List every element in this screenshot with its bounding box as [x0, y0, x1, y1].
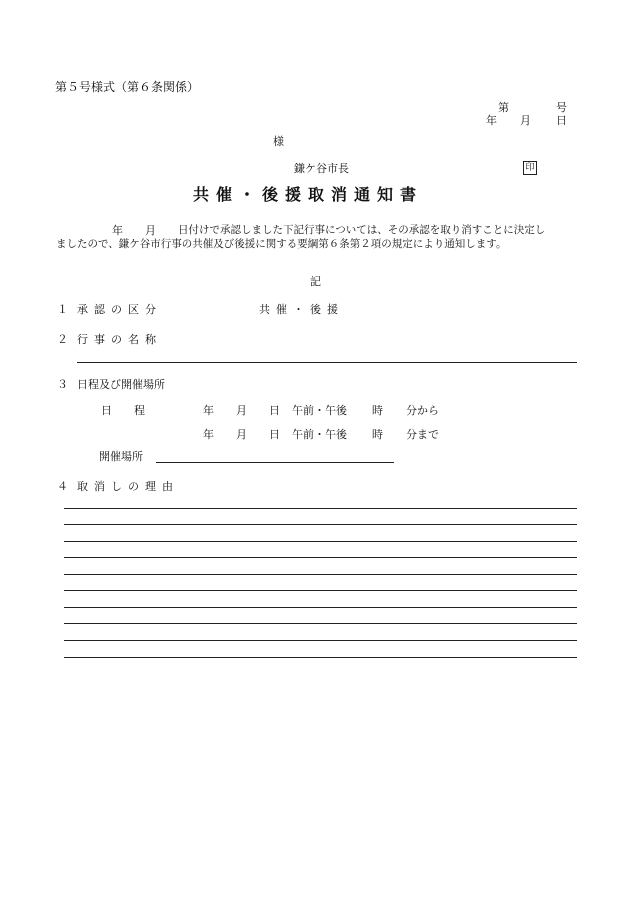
reason-line	[64, 590, 577, 591]
date-day: 日	[556, 114, 567, 127]
reason-line	[64, 508, 577, 509]
event-name-line	[77, 362, 577, 363]
reason-line	[64, 657, 577, 658]
item1-number: １	[57, 303, 68, 316]
date-year: 年	[486, 114, 497, 127]
item2-label: 行事の名称	[77, 333, 162, 346]
recipient-suffix: 様	[273, 135, 284, 148]
start-month: 月	[236, 404, 247, 417]
start-ampm: 午前・午後	[292, 404, 347, 417]
doc-number-suffix: 号	[556, 101, 567, 114]
end-ampm: 午前・午後	[292, 428, 347, 441]
document-title: 共催・後援取消通知書	[193, 185, 424, 204]
body-month: 月	[145, 224, 156, 237]
start-minute: 分から	[406, 404, 439, 417]
ki-label: 記	[310, 275, 321, 288]
start-year: 年	[203, 404, 214, 417]
start-day: 日	[269, 404, 280, 417]
venue-line	[156, 462, 394, 463]
item1-value: 共催・後援	[259, 303, 344, 316]
end-year: 年	[203, 428, 214, 441]
body-line2: ましたので、鎌ケ谷市行事の共催及び後援に関する要綱第６条第２項の規定により通知します。	[56, 238, 507, 250]
body-year: 年	[112, 224, 123, 237]
start-hour: 時	[372, 404, 383, 417]
form-number: 第５号様式（第６条関係）	[55, 80, 200, 94]
item2-number: ２	[57, 333, 68, 346]
end-month: 月	[236, 428, 247, 441]
item3-label: 日程及び開催場所	[77, 378, 165, 391]
date-month: 月	[520, 114, 531, 127]
end-hour: 時	[372, 428, 383, 441]
venue-label: 開催場所	[99, 450, 143, 463]
doc-number-prefix: 第	[498, 101, 509, 114]
reason-line	[64, 557, 577, 558]
reason-line	[64, 574, 577, 575]
reason-line	[64, 524, 577, 525]
seal-mark: 印	[523, 161, 537, 175]
sender-name: 鎌ケ谷市長	[294, 162, 349, 175]
reason-line	[64, 607, 577, 608]
schedule-sub-label: 日 程	[101, 404, 145, 417]
reason-line	[64, 623, 577, 624]
body-line1: 日付けで承認しました下記行事については、その承認を取り消すことに決定し	[178, 224, 546, 236]
item1-label: 承認の区分	[77, 303, 162, 316]
end-day: 日	[269, 428, 280, 441]
end-minute: 分まで	[406, 428, 439, 441]
reason-line	[64, 640, 577, 641]
item4-number: ４	[57, 480, 68, 493]
reason-line	[64, 541, 577, 542]
item3-number: ３	[57, 378, 68, 391]
item4-label: 取消しの理由	[77, 480, 179, 493]
